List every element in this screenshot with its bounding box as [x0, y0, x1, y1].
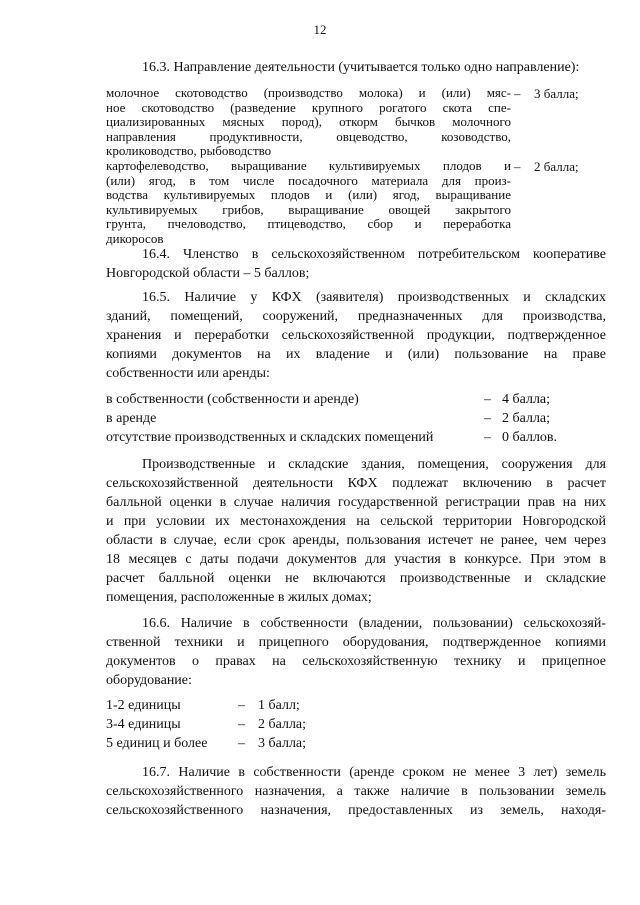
activity-item-crops-score: – 2 балла;	[514, 159, 579, 174]
equipment-row: 3-4 единицы – 2 балла;	[106, 717, 307, 732]
ownership-row: в аренде – 2 балла;	[106, 411, 551, 426]
equipment-score-list	[106, 696, 606, 753]
ownership-score-list	[106, 390, 606, 447]
equipment-row: 5 единиц и более – 3 балла;	[106, 736, 307, 751]
section-16-5: 16.5. Наличие у КФХ (заявителя) производственных и складских зданий, помещений, сооружений, предназначенных для производства, хранения и переработки сельскохозяйственной продукции, подтвержденное копиями документов на их владение и (или) пользование на праве собственности или аренды:	[106, 290, 606, 381]
section-16-4: 16.4. Членство в сельскохозяйственном потребительском кооперативе Новгородской области – 5 баллов;	[106, 247, 606, 281]
activity-item-livestock: молочное скотоводство (производство молока) и (или) мяс- ное скотоводство (разведение крупного рогатого скота спе- циализированных мясных пород), откорм бычков молочного направления продуктивности, овцеводство, козоводство, кролиководство, рыбоводство	[106, 85, 511, 158]
buildings-paragraph: Производственные и складские здания, помещения, сооружения для сельскохозяйственной деятельности КФХ подлежат включению в расчет балльной оценки в случае наличия государственной регистрации прав на них и при условии их местонахождения на сельской территории Новгородской области в случае, если срок аренды, пользования истечет не ранее, чем через 18 месяцев с даты подачи документов для участия в конкурсе. При этом в расчет балльной оценки не включаются производственные и складские помещения, расположенные в жилых домах;	[106, 457, 606, 605]
section-16-3-heading: 16.3. Направление деятельности (учитывается только одно направление):	[142, 60, 580, 75]
activity-item-livestock-score: – 3 балла;	[514, 86, 579, 101]
section-16-6: 16.6. Наличие в собственности (владении, пользовании) сельскохозяй- ственной техники и прицепного оборудования, подтвержденное копиями документов о правах на сельскохозяйственную технику и прицепное оборудование:	[106, 616, 606, 688]
ownership-row: в собственности (собственности и аренде) – 4 балла;	[106, 392, 551, 407]
equipment-row: 1-2 единицы – 1 балл;	[106, 698, 300, 713]
page-number: 12	[313, 22, 327, 37]
section-16-7: 16.7. Наличие в собственности (аренде сроком не менее 3 лет) земель сельскохозяйственного назначения, а также наличие в пользовании земель сельскохозяйственного назначения, предоставленных из земель, находя-	[106, 765, 606, 818]
ownership-row: отсутствие производственных и складских помещений – 0 баллов.	[106, 430, 558, 445]
activity-item-crops: картофелеводство, выращивание культивируемых плодов и (или) ягод, в том числе посадочного материала для произ- водства культивируемых плодов и (или) ягод, выращивание культивируемых грибов, выращивание овощей закрытого грунта, пчеловодство, птицеводство, сбор и переработка дикоросов	[106, 158, 511, 246]
